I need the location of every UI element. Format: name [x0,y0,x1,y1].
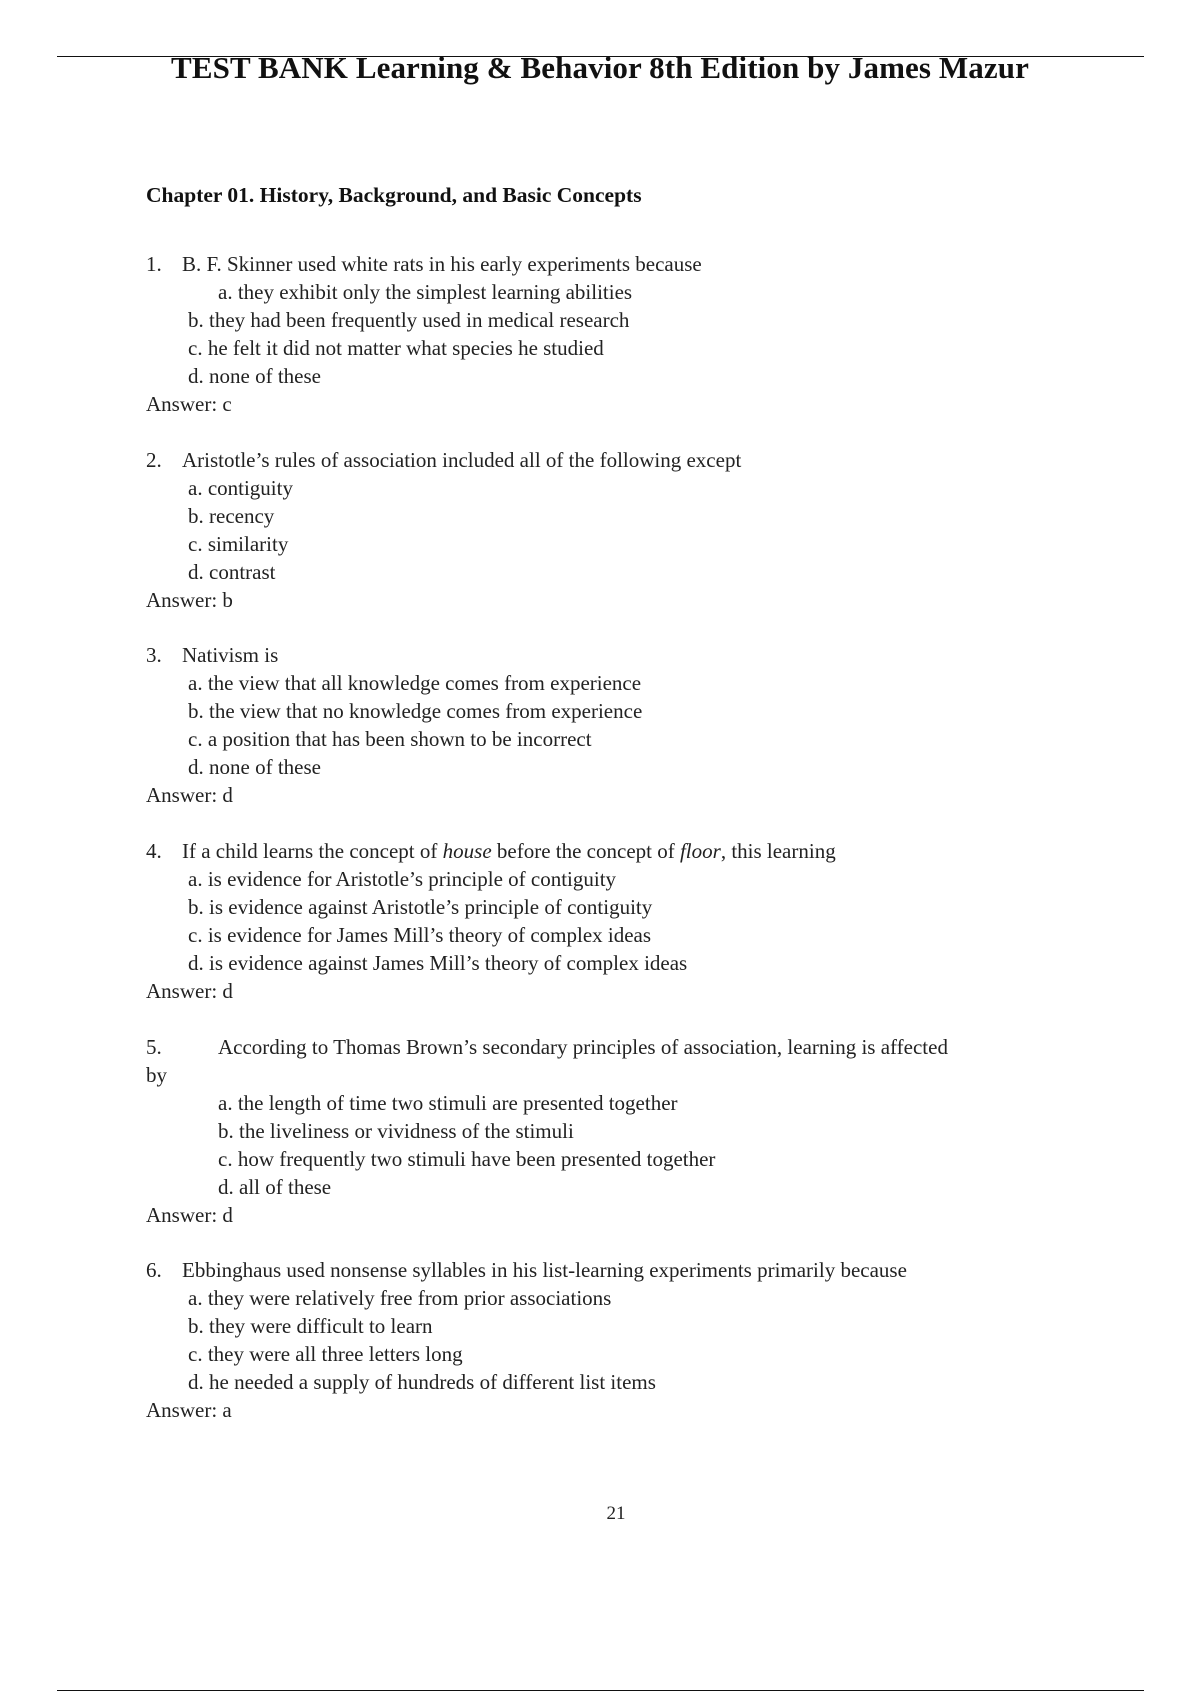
question-2-stem-line [146,446,1076,474]
option-c: c. they were all three letters long [188,1342,463,1366]
question-3 [146,641,1076,809]
option-c: c. similarity [188,532,289,556]
answer-key: Answer: d [146,979,233,1003]
option-b: b. recency [188,504,275,528]
question-5-stem-line [146,1033,1076,1061]
option-d: d. is evidence against James Mill’s theory of complex ideas [188,951,688,975]
option-c: c. is evidence for James Mill’s theory of complex ideas [188,923,652,947]
answer-key: Answer: d [146,783,233,807]
question-stem: Ebbinghaus used nonsense syllables in his list-learning experiments primarily because [182,1258,907,1282]
question-1 [146,250,1076,418]
option-b: b. the view that no knowledge comes from experience [188,699,643,723]
option-b: b. they were difficult to learn [188,1314,433,1338]
answer-key: Answer: b [146,588,233,612]
option-b: b. they had been frequently used in medical research [188,308,630,332]
answer-key: Answer: a [146,1398,232,1422]
option-a: a. the length of time two stimuli are presented together [218,1091,678,1115]
question-6 [146,1256,1076,1424]
question-stem: According to Thomas Brown’s secondary principles of association, learning is affected [218,1035,948,1059]
option-c: c. how frequently two stimuli have been presented together [218,1147,716,1171]
emphasis-house: house [442,839,492,863]
page-number: 21 [606,1503,626,1524]
question-2 [146,446,1076,614]
question-stem: If a child learns the concept of house before the concept of floor, this learning [182,839,836,863]
question-4 [146,837,1076,1005]
option-b: b. is evidence against Aristotle’s principle of contiguity [188,895,653,919]
question-5 [146,1033,1076,1229]
question-1-stem-line [146,250,1076,278]
option-c: c. he felt it did not matter what species he studied [188,336,604,360]
option-a: a. they exhibit only the simplest learning abilities [218,280,633,304]
question-number: 5. [146,1035,162,1059]
question-number: 4. [146,839,162,863]
option-a: a. is evidence for Aristotle’s principle of contiguity [188,867,617,891]
option-a: a. they were relatively free from prior associations [188,1286,612,1310]
chapter-heading: Chapter 01. History, Background, and Basic Concepts [146,183,642,207]
option-b: b. the liveliness or vividness of the stimuli [218,1119,574,1143]
answer-key: Answer: c [146,392,232,416]
option-d: d. all of these [218,1175,332,1199]
question-4-stem-line [146,837,1076,865]
question-6-stem-line [146,1256,1076,1284]
answer-key: Answer: d [146,1203,233,1227]
option-d: d. none of these [188,364,321,388]
question-stem: B. F. Skinner used white rats in his early experiments because [182,252,702,276]
document-title: TEST BANK Learning & Behavior 8th Edition by James Mazur [171,50,1029,85]
question-stem-continuation: by [146,1063,167,1087]
question-number: 2. [146,448,162,472]
question-number: 3. [146,643,162,667]
question-number: 1. [146,252,162,276]
question-3-stem-line [146,641,1076,669]
question-stem: Nativism is [182,643,279,667]
emphasis-floor: floor [679,839,721,863]
option-c: c. a position that has been shown to be incorrect [188,727,592,751]
option-d: d. contrast [188,560,276,584]
option-a: a. contiguity [188,476,293,500]
option-d: d. none of these [188,755,321,779]
question-number: 6. [146,1258,162,1282]
question-stem: Aristotle’s rules of association included all of the following except [182,448,742,472]
option-d: d. he needed a supply of hundreds of different list items [188,1370,656,1394]
footer-rule [57,1690,1144,1691]
option-a: a. the view that all knowledge comes from experience [188,671,642,695]
